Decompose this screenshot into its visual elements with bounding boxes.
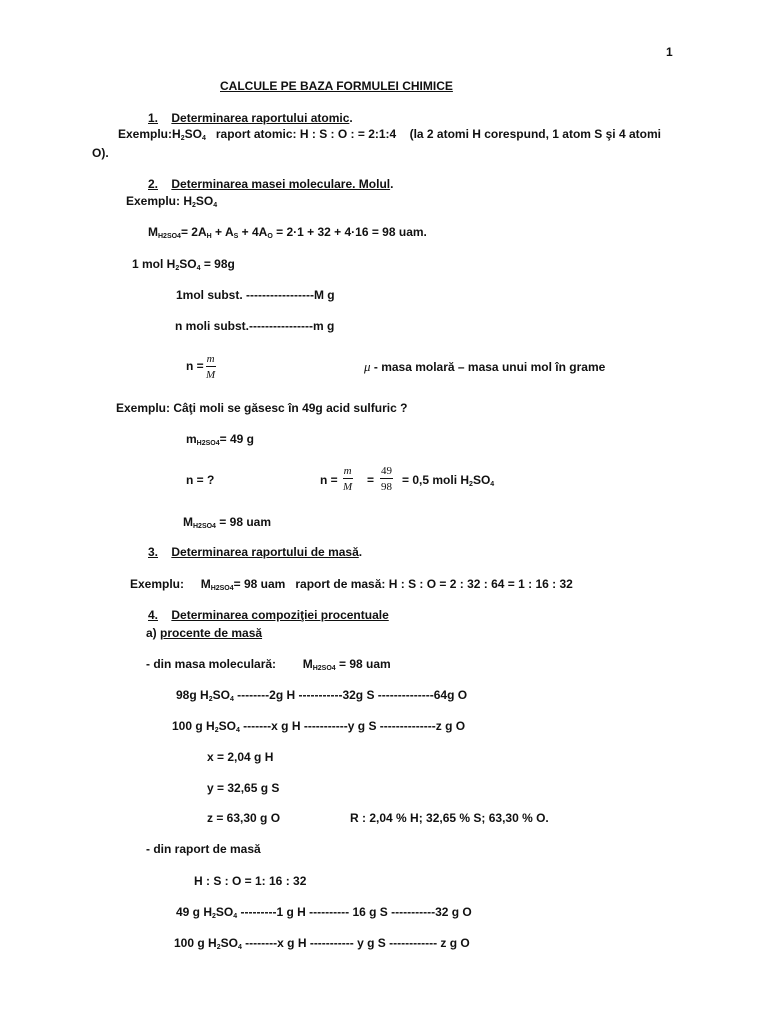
- fraction-denominator: M: [343, 481, 353, 493]
- fraction-denominator: M: [206, 369, 216, 381]
- subscript-2: 2: [212, 913, 216, 920]
- subscript-4: 4: [213, 202, 218, 209]
- row-so: SO: [220, 936, 238, 950]
- y-result: y = 32,65 g S: [207, 781, 280, 795]
- row-values: ---------1 g H ---------- 16 g S -----------32 g O: [237, 905, 472, 919]
- subscript-4: 4: [235, 727, 240, 734]
- molar-mass-definition: [364, 359, 605, 375]
- row-text: 100 g H: [172, 719, 215, 733]
- row-so: SO: [218, 719, 236, 733]
- fraction-m-over-M-calc: [342, 465, 353, 493]
- equals-sign: =: [367, 473, 375, 487]
- formula-part: = 2A: [180, 225, 207, 239]
- subscript-4: 4: [490, 481, 495, 488]
- section-2-number: 2.: [148, 177, 159, 191]
- page-title: CALCULE PE BAZA FORMULEI CHIMICE: [220, 79, 453, 93]
- mu-definition: - masa molară – masa unui mol în grame: [370, 360, 606, 374]
- result-so: SO: [472, 473, 491, 487]
- section-2-title: Determinarea masei moleculare. Molul: [171, 177, 391, 191]
- subscript-2: 2: [175, 265, 180, 272]
- page-number: 1: [666, 45, 673, 59]
- mu-symbol: μ: [364, 359, 371, 374]
- method-label: - din masa moleculară:: [146, 657, 277, 671]
- section-1-heading: [148, 111, 353, 126]
- m-letter: M: [183, 515, 193, 529]
- m-subscript: H2SO4: [193, 523, 216, 530]
- section-3-example: [130, 577, 573, 592]
- one-mol-line: 1mol subst. -----------------M g: [176, 288, 335, 302]
- proportion-row-4: [174, 936, 470, 951]
- m-subscript: H2SO4: [158, 233, 181, 240]
- mol-text: 1 mol H: [132, 257, 176, 271]
- section-2-title-end: .: [390, 177, 394, 191]
- section-4-title: Determinarea compoziţiei procentuale: [171, 608, 389, 622]
- m-letter: M: [302, 657, 313, 671]
- subsection-title: procente de masă: [160, 626, 263, 640]
- example-formula-so: SO: [184, 127, 202, 141]
- m-subscript: H2SO4: [312, 665, 336, 672]
- subscript-4: 4: [196, 265, 201, 272]
- section-1-example-continued: O).: [92, 146, 109, 160]
- molar-mass-value: = 98 uam: [335, 657, 391, 671]
- n-equals-calc: n =: [320, 473, 338, 487]
- z-result: z = 63,30 g O: [207, 811, 281, 825]
- section-2-example-label: [126, 194, 217, 209]
- formula-part: + 4A: [238, 225, 268, 239]
- subscript-2: 2: [208, 696, 213, 703]
- section-1-example: [118, 127, 661, 142]
- row-so: SO: [215, 905, 234, 919]
- atomic-ratio-explanation: (la 2 atomi H corespund, 1 atom S şi 4 atomi: [409, 127, 661, 141]
- row-values: -------x g H -----------y g S --------------z g O: [239, 719, 466, 733]
- molar-mass-value: = 98 uam: [233, 577, 286, 591]
- example-label: Exemplu: H: [126, 194, 193, 208]
- subscript-4: 4: [237, 944, 242, 951]
- example-label: Exemplu:: [130, 577, 185, 591]
- mol-value: = 98g: [200, 257, 235, 271]
- from-mass-ratio: - din raport de masă: [146, 842, 261, 856]
- n-mol-line: n moli subst.----------------m g: [175, 319, 335, 333]
- fraction-m-over-M: [205, 353, 216, 381]
- fraction-numerator: m: [343, 465, 352, 477]
- mol-text-so: SO: [179, 257, 197, 271]
- row-text: 98g H: [176, 688, 209, 702]
- n-unknown: n = ?: [186, 473, 215, 487]
- answer: R : 2,04 % H; 32,65 % S; 63,30 % O.: [350, 811, 549, 825]
- row-text: 100 g H: [174, 936, 217, 950]
- m-letter: m: [186, 432, 197, 446]
- row-values: --------x g H ----------- y g S ------------ z g O: [241, 936, 470, 950]
- subscript-2: 2: [192, 202, 196, 209]
- molar-mass-value: [183, 515, 271, 530]
- subscript-4: 4: [201, 135, 206, 142]
- section-4-number: 4.: [148, 608, 159, 622]
- mass-ratio: raport de masă: H : S : O = 2 : 32 : 64 = 1 : 16 : 32: [295, 577, 573, 591]
- formula-part: + A: [211, 225, 234, 239]
- molar-mass-formula: [148, 225, 427, 240]
- m-subscript: H2SO4: [210, 585, 234, 592]
- a-s-subscript: S: [233, 233, 239, 240]
- subscript-4: 4: [229, 696, 234, 703]
- section-2-heading: [148, 177, 393, 192]
- given-mass: [186, 432, 254, 447]
- section-1-number: 1.: [148, 111, 159, 125]
- section-3-number: 3.: [148, 545, 159, 559]
- subsection-prefix: a): [146, 626, 161, 640]
- subscript-2: 2: [214, 727, 219, 734]
- fraction-numerator: 49: [381, 465, 392, 477]
- formula-result: = 2·1 + 32 + 4·16 = 98 uam.: [272, 225, 427, 239]
- proportion-row-2: [172, 719, 465, 734]
- atomic-ratio: raport atomic: H : S : O : = 2:1:4: [215, 127, 397, 141]
- section-4-heading: [148, 608, 389, 623]
- subscript-2: 2: [216, 944, 221, 951]
- formula-so: SO: [195, 194, 214, 208]
- example-formula-prefix: Exemplu:H: [118, 127, 181, 141]
- proportion-row-1: [176, 688, 467, 703]
- example-question: Exemplu: Câţi moli se găsesc în 49g acid sulfuric ?: [116, 401, 408, 415]
- section-1-title: Determinarea raportului atomic: [171, 111, 350, 125]
- subsection-a: [146, 626, 262, 641]
- mass-ratio-simplified: H : S : O = 1: 16 : 32: [194, 874, 307, 888]
- row-so: SO: [212, 688, 230, 702]
- molar-mass-number: = 98 uam: [215, 515, 271, 529]
- fraction-49-over-98: [380, 465, 393, 493]
- a-o-subscript: O: [267, 233, 273, 240]
- subscript-2: 2: [180, 135, 185, 142]
- section-3-title: Determinarea raportului de masă: [171, 545, 359, 559]
- n-equals: n =: [186, 359, 204, 373]
- m-letter: M: [148, 225, 158, 239]
- subscript-4: 4: [233, 913, 238, 920]
- one-mol-statement: [132, 257, 235, 272]
- moles-result: [402, 473, 494, 488]
- fraction-numerator: m: [206, 353, 215, 365]
- row-text: 49 g H: [176, 905, 213, 919]
- result-text: = 0,5 moli H: [402, 473, 470, 487]
- row-values: --------2g H -----------32g S --------------64g O: [233, 688, 468, 702]
- given-value: = 49 g: [219, 432, 254, 446]
- proportion-row-3: [176, 905, 472, 920]
- m-subscript: H2SO4: [196, 440, 220, 447]
- section-3-title-end: .: [358, 545, 363, 559]
- subscript-2: 2: [469, 481, 473, 488]
- from-molecular-mass: [146, 657, 391, 672]
- section-3-heading: [148, 545, 362, 560]
- fraction-denominator: 98: [381, 481, 392, 493]
- x-result: x = 2,04 g H: [207, 750, 274, 764]
- a-h-subscript: H: [206, 233, 212, 240]
- section-1-title-end: .: [349, 111, 353, 125]
- m-letter: M: [200, 577, 211, 591]
